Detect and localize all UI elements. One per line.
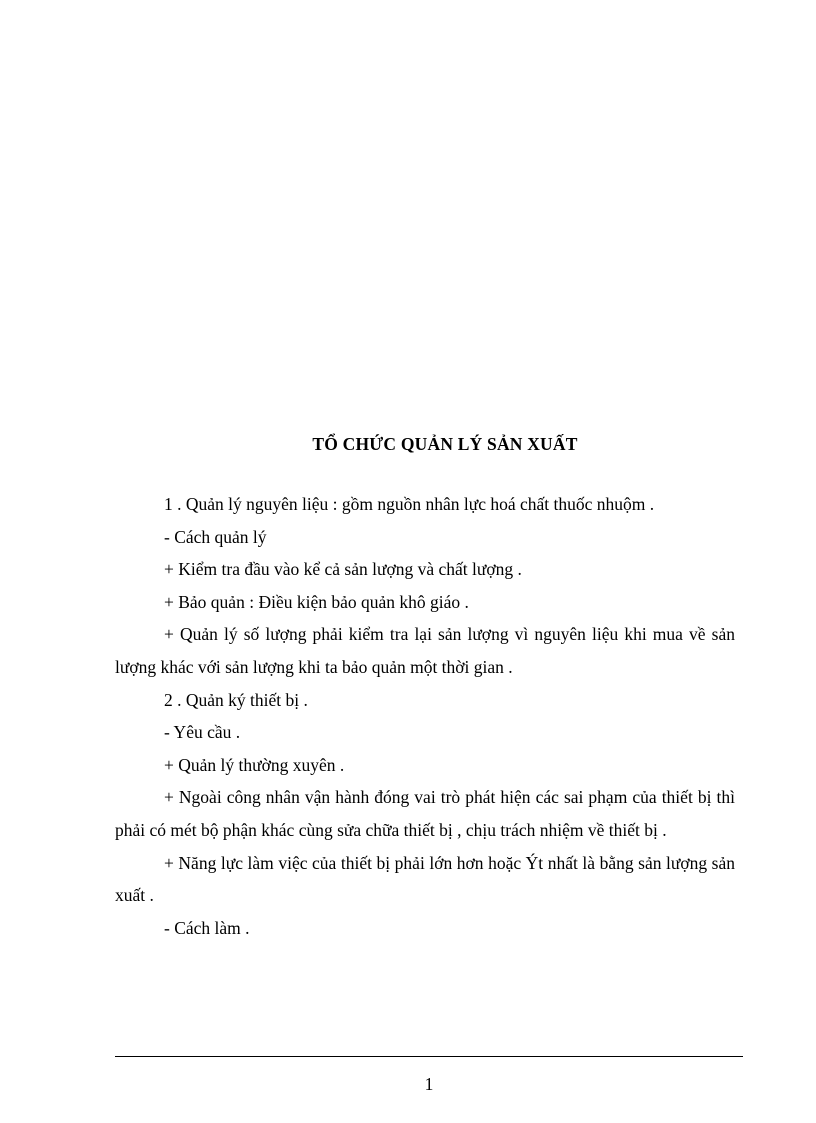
footer-divider [115,1056,743,1057]
document-body [115,488,735,944]
paragraph-input-check: + Kiểm tra đầu vào kể cả sản lượng và chất lượng . [164,559,522,580]
document-title: TỔ CHỨC QUẢN LÝ SẢN XUẤT [312,434,578,454]
paragraph-requirements: - Yêu cầu . [164,722,241,743]
paragraph-raw-materials: 1 . Quản lý nguyên liệu : gồm nguồn nhân lực hoá chất thuốc nhuộm . [164,494,655,514]
paragraph-equipment-management: 2 . Quản ký thiết bị . [164,689,308,710]
paragraph-storage: + Bảo quản : Điều kiện bảo quản khô giáo . [164,591,469,612]
paragraph-quantity-management: + Quản lý số lượng phải kiểm tra lại sản lượng vì nguyên liệu khi mua về sản lượng khác với sản lượng khi ta bảo quản một thời gian . [115,624,735,677]
page-number: 1 [424,1074,434,1094]
paragraph-management-method: - Cách quản lý [164,526,267,547]
paragraph-operator-role: + Ngoài công nhân vận hành đóng vai trò phát hiện các sai phạm của thiết bị thì phải có mét bộ phận khác cùng sửa chữa thiết bị , chịu trách nhiệm về thiết bị . [115,787,735,840]
paragraph-method: - Cách làm . [164,917,250,938]
paragraph-regular-management: + Quản lý thường xuyên . [164,754,345,775]
paragraph-equipment-capacity: + Năng lực làm việc của thiết bị phải lớn hơn hoặc Ýt nhất là bằng sản lượng sản xuất . [115,852,735,906]
